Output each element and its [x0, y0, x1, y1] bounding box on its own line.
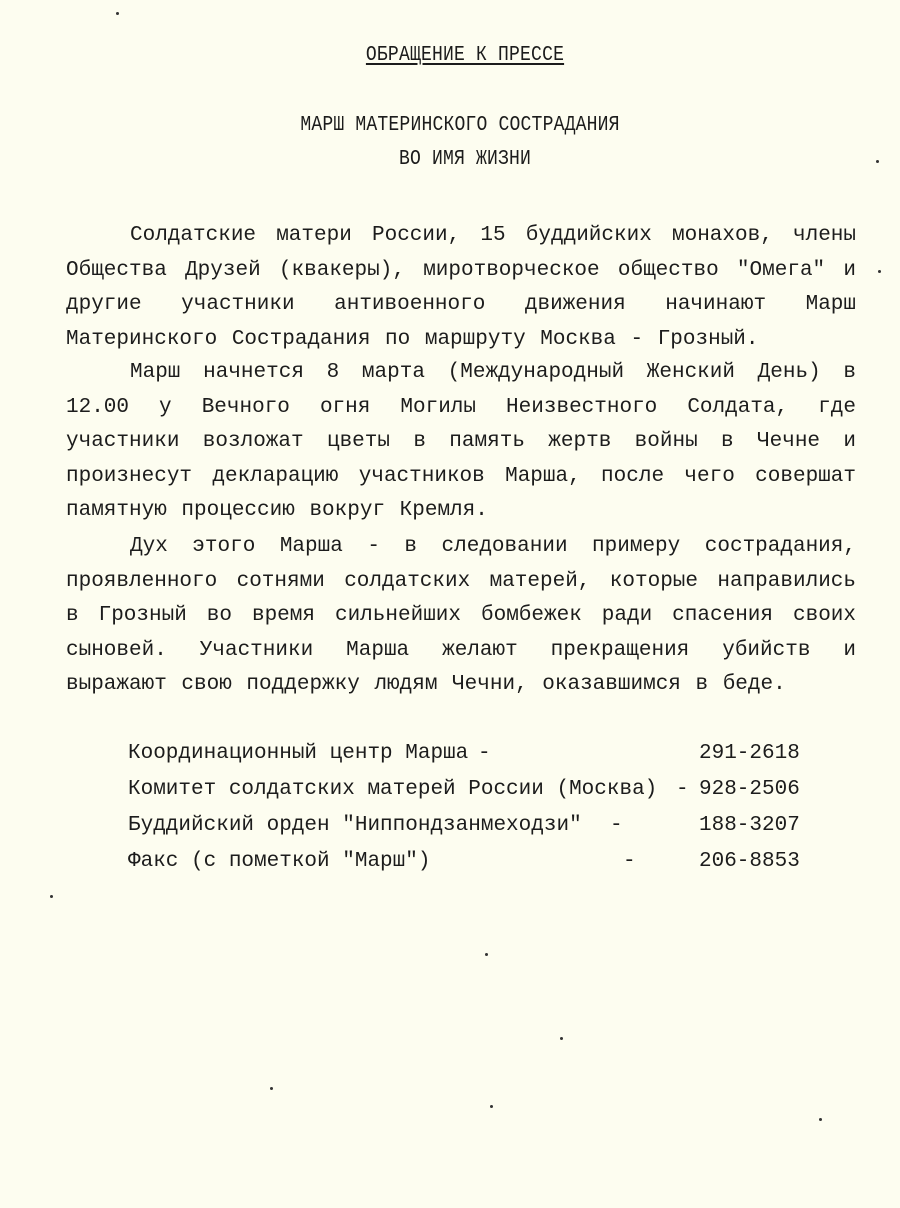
contact-row	[128, 844, 808, 880]
contact-phone: 291-2618	[699, 742, 800, 765]
press-appeal-heading: ОБРАЩЕНИЕ К ПРЕССЕ	[365, 44, 565, 67]
paragraph-schedule	[66, 356, 856, 529]
contact-name: Комитет солдатских матерей России (Москва)	[128, 778, 658, 801]
march-title-line2: ВО ИМЯ ЖИЗНИ	[398, 148, 532, 171]
contact-row	[128, 736, 808, 772]
scan-speck	[116, 12, 119, 15]
paragraph-spirit	[66, 530, 856, 703]
contact-dash: -	[623, 850, 636, 873]
scan-speck	[876, 160, 879, 163]
contact-name: Факс (с пометкой "Марш")	[128, 850, 431, 873]
contact-dash: -	[478, 742, 491, 765]
contact-row	[128, 808, 808, 844]
contact-dash: -	[610, 814, 623, 837]
scan-speck	[878, 270, 881, 273]
contact-phone: 206-8853	[699, 850, 800, 873]
paragraph-text: Дух этого Марша - в следовании примеру сострадания, проявленного сотнями солдатских матерей, которые направились в Грозный во время сильнейших бомбежек ради спасения своих сыновей. Участники Марша желают прекращения убийств и выражают свою поддержку людям Чечни, оказавшимся в беде.	[66, 535, 856, 696]
scan-speck	[485, 953, 488, 956]
paragraph-participants	[66, 219, 856, 357]
contact-row	[128, 772, 808, 808]
contact-phone: 928-2506	[699, 778, 800, 801]
scan-speck	[270, 1087, 273, 1090]
contacts-list	[128, 736, 808, 880]
contact-name: Координационный центр Марша	[128, 742, 469, 765]
contact-dash: -	[676, 778, 689, 801]
contact-phone: 188-3207	[699, 814, 800, 837]
scan-speck	[50, 895, 53, 898]
paragraph-text: Марш начнется 8 марта (Международный Женский День) в 12.00 у Вечного огня Могилы Неизвестного Солдата, где участники возложат цветы в память жертв войны в Чечне и произнесут декларацию участников Марша, после чего совершат памятную процессию вокруг Кремля.	[66, 361, 856, 522]
contact-name: Буддийский орден "Ниппондзанмеходзи"	[128, 814, 582, 837]
march-title-line1: МАРШ МАТЕРИНСКОГО СОСТРАДАНИЯ	[300, 114, 620, 137]
scan-speck	[490, 1105, 493, 1108]
scan-speck	[819, 1118, 822, 1121]
scan-speck	[560, 1037, 563, 1040]
paragraph-text: Солдатские матери России, 15 буддийских монахов, члены Общества Друзей (квакеры), миротворческое общество "Омега" и другие участники антивоенного движения начинают Марш Материнского Сострадания по маршруту Москва - Грозный.	[66, 224, 856, 351]
